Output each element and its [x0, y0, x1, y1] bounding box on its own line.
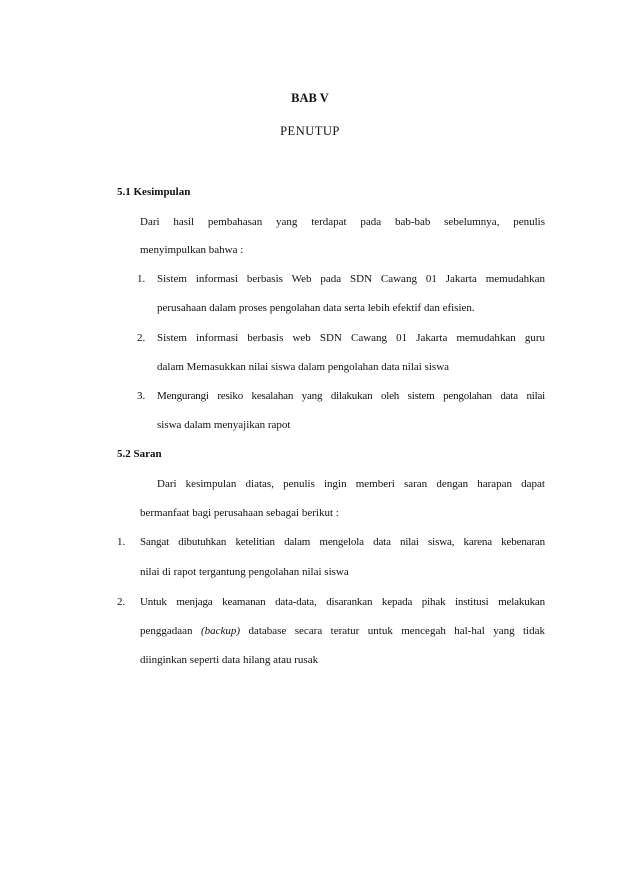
chapter-label: BAB V: [291, 91, 329, 105]
list-number: 1.: [117, 536, 126, 548]
list-number: 3.: [137, 390, 146, 402]
list-number: 2.: [137, 332, 146, 344]
list-item-line: Sangat dibutuhkan ketelitian dalam mengelola data nilai siswa, karena kebenaran: [140, 536, 545, 548]
list-item-line: Mengurangi resiko kesalahan yang dilakukan oleh sistem pengolahan data nilai: [157, 390, 545, 402]
list-item-line: nilai di rapot tergantung pengolahan nilai siswa: [140, 566, 349, 578]
section-heading-kesimpulan: 5.1 Kesimpulan: [117, 186, 191, 198]
emphasis-backup: (backup): [200, 625, 241, 637]
paragraph-line: menyimpulkan bahwa :: [140, 244, 244, 256]
paragraph-line: bermanfaat bagi perusahaan sebagai berikut :: [140, 507, 339, 519]
paragraph-line: Dari hasil pembahasan yang terdapat pada bab-bab sebelumnya, penulis: [140, 216, 545, 228]
list-item-line: [140, 625, 545, 637]
paragraph-line: Dari kesimpulan diatas, penulis ingin memberi saran dengan harapan dapat: [157, 478, 545, 490]
list-number: 2.: [117, 596, 126, 608]
text-span: penggadaan: [140, 625, 201, 637]
list-item-line: siswa dalam menyajikan rapot: [157, 419, 291, 431]
section-heading-saran: 5.2 Saran: [117, 448, 162, 460]
text-span: database secara teratur untuk mencegah hal-hal yang tidak: [240, 625, 545, 637]
list-item-line: diinginkan seperti data hilang atau rusak: [140, 654, 319, 666]
list-item-line: perusahaan dalam proses pengolahan data serta lebih efektif dan efisien.: [157, 302, 475, 314]
list-item-line: Sistem informasi berbasis Web pada SDN Cawang 01 Jakarta memudahkan: [157, 273, 545, 285]
list-number: 1.: [137, 273, 146, 285]
list-item-line: Sistem informasi berbasis web SDN Cawang 01 Jakarta memudahkan guru: [157, 332, 545, 344]
list-item-line: Untuk menjaga keamanan data-data, disarankan kepada pihak institusi melakukan: [140, 596, 545, 608]
chapter-title: PENUTUP: [280, 124, 340, 138]
list-item-line: dalam Memasukkan nilai siswa dalam pengolahan data nilai siswa: [157, 361, 450, 373]
